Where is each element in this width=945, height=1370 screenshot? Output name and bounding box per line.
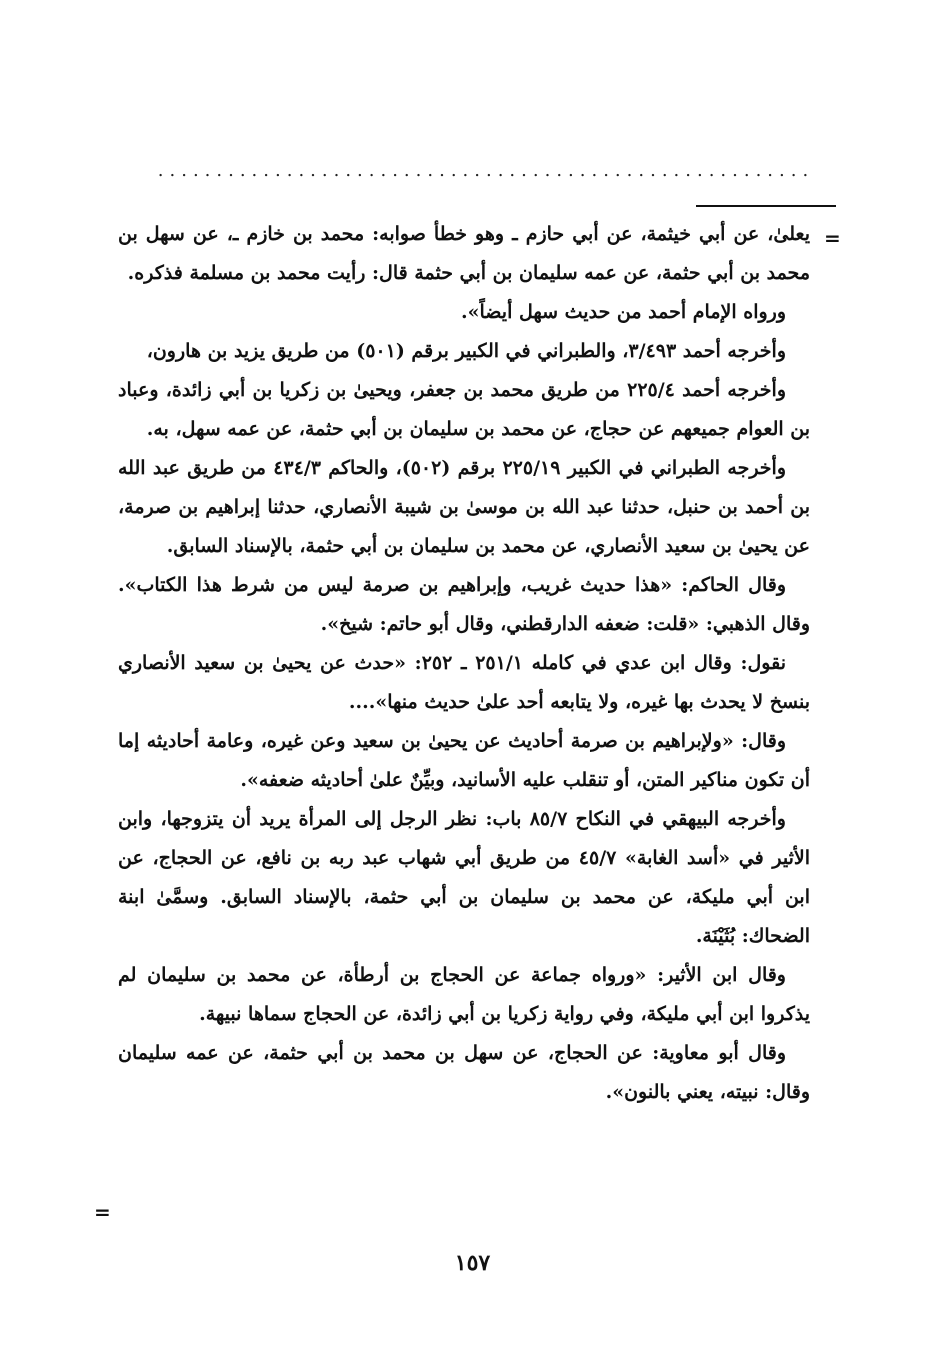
paragraph-11: وقال أبو معاوية: عن الحجاج، عن سهل بن محمد بن أبي حثمة، عن عمه سليمان وقال: نبيته، يعني بالنون».	[118, 1042, 810, 1103]
paragraph-7: نقول: وقال ابن عدي في كامله ٢٥١/١ ـ ٢٥٢: «حدث عن يحيىٰ بن سعيد الأنصاري بنسخ لا يحدث بها غيره، ولا يتابعه أحد علىٰ حديث منها»....	[118, 652, 810, 713]
paragraph-10: وقال ابن الأثير: «ورواه جماعة عن الحجاج بن أرطأة، عن محمد بن سليمان لم يذكروا ابن أبي مليكة، وفي رواية زكريا بن أبي زائدة، عن الحجاج سماها نبيهة.	[118, 964, 810, 1025]
paragraph-3: وأخرجه أحمد ٣/٤٩٣، والطبراني في الكبير برقم (٥٠١) من طريق يزيد بن هارون،	[146, 340, 786, 362]
paragraph-4: وأخرجه أحمد ٢٢٥/٤ من طريق محمد بن جعفر، ويحيىٰ بن زكريا بن أبي زائدة، وعباد بن العوام جميعهم عن حجاج، عن محمد بن سليمان بن أبي حثمة، عن عمه سهل، به.	[118, 379, 810, 440]
continuation-mark-bottom: =	[94, 1200, 111, 1224]
paragraph-1: يعلىٰ، عن أبي خيثمة، عن أبي حازم ـ وهو خطأ صوابه: محمد بن خازم ـ، عن سهل بن محمد بن أبي حثمة، عن عمه سليمان بن أبي حثمة قال: رأيت محمد بن مسلمة فذكره.	[118, 223, 810, 284]
continuation-mark-top: =	[824, 226, 841, 250]
paragraph-6: وقال الحاكم: «هذا حديث غريب، وإبراهيم بن صرمة ليس من شرط هذا الكتاب». وقال الذهبي: «قلت: ضعفه الدارقطني، وقال أبو حاتم: شيخ».	[118, 574, 810, 635]
paragraph-9: وأخرجه البيهقي في النكاح ٨٥/٧ باب: نظر الرجل إلى المرأة يريد أن يتزوجها، وابن الأثير في «أسد الغابة» ٤٥/٧ من طريق أبي شهاب عبد ربه بن نافع، عن الحجاج، عن ابن أبي مليكة، عن محمد بن سليمان بن أبي حثمة، بالإسناد السابق. وسمَّىٰ ابنة الضحاك: بُثَيْنَة.	[118, 808, 810, 947]
header-dotted-separator: ........................................................	[157, 160, 815, 181]
paragraph-8: وقال: «ولإبراهيم بن صرمة أحاديث عن يحيىٰ بن سعيد وعن غيره، وعامة أحاديثه إما أن تكون مناكير المتن، أو تنقلب عليه الأسانيد، وبيِّنٌ علىٰ أحاديثه ضعفه».	[118, 730, 810, 791]
paragraph-2: ورواه الإمام أحمد من حديث سهل أيضاً».	[461, 301, 786, 323]
page-number: ١٥٧	[454, 1250, 491, 1276]
footnote-text	[118, 215, 810, 1112]
paragraph-5: وأخرجه الطبراني في الكبير ٢٢٥/١٩ برقم (٥٠٢)، والحاكم ٤٣٤/٣ من طريق عبد الله بن أحمد بن حنبل، حدثنا عبد الله بن موسىٰ بن شيبة الأنصاري، حدثنا إبراهيم بن صرمة، عن يحيىٰ بن سعيد الأنصاري، عن محمد بن سليمان بن أبي حثمة، بالإسناد السابق.	[118, 457, 810, 557]
footnote-rule	[696, 205, 836, 207]
